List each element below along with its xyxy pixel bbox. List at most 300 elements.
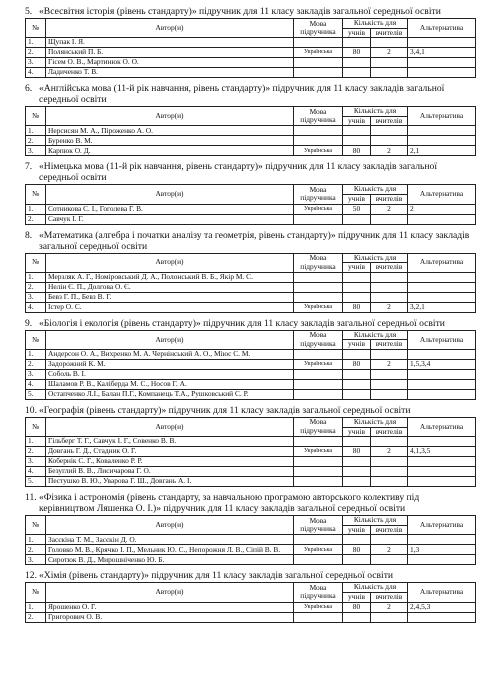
row-number: 2. [26,48,46,58]
header-lang: Мова підручника [294,185,343,204]
row-author: Довгань Г. Д., Стадник О. Г. [46,447,294,457]
row-author: Засєкіна Т. М., Засєкін Д. О. [46,535,294,545]
row-students: 50 [343,204,371,214]
row-lang [294,369,343,379]
header-alt: Альтернатива [408,583,476,602]
row-number: 3. [26,146,46,156]
row-teachers [371,477,408,487]
row-author: Григорович О. В. [46,612,294,622]
header-teachers: вчителів [371,427,408,437]
header-count: Кількість для [343,417,408,427]
row-lang [294,38,343,48]
row-author: Полянський П. Б. [46,48,294,58]
header-count: Кількість для [343,19,408,29]
table-row [26,467,476,477]
row-number: 1. [26,204,46,214]
row-teachers [371,38,408,48]
row-author: Сотникова С. І., Гоголева Г. В. [46,204,294,214]
row-number: 2. [26,136,46,146]
textbook-table [25,184,476,224]
section-number: 6. [25,83,33,95]
row-number: 3. [26,457,46,467]
document [25,6,475,628]
row-teachers [371,272,408,282]
row-alt [408,457,476,467]
header-num: № [26,417,46,436]
header-students: учнів [343,263,371,273]
row-number: 3. [26,292,46,302]
table-row [26,302,476,312]
row-alt [408,136,476,146]
table-row [26,214,476,224]
row-students [343,457,371,467]
header-teachers: вчителів [371,340,408,350]
row-author: Гільберг Т. Г., Савчук І. Г., Совенко В. В. [46,437,294,447]
row-alt [408,379,476,389]
section [25,83,475,156]
row-students [343,136,371,146]
row-author: Істер О. С. [46,302,294,312]
section-title [25,83,475,105]
table-row [26,379,476,389]
row-author: Нерсисян М. А., Піроженко А. О. [46,126,294,136]
textbook-table [25,417,476,487]
header-row [26,417,476,427]
row-lang: Українська [294,359,343,369]
header-count: Кількість для [343,516,408,526]
header-lang: Мова підручника [294,516,343,535]
table-row [26,282,476,292]
header-students: учнів [343,28,371,38]
row-alt [408,214,476,224]
section [25,230,475,313]
header-row [26,253,476,263]
table-row [26,602,476,612]
row-lang [294,58,343,68]
row-alt: 2,1 [408,146,476,156]
header-students: учнів [343,194,371,204]
row-alt: 3,4,1 [408,48,476,58]
row-alt: 2 [408,204,476,214]
row-number: 1. [26,535,46,545]
row-lang: Українська [294,302,343,312]
row-number: 4. [26,467,46,477]
header-teachers: вчителів [371,592,408,602]
row-alt [408,612,476,622]
row-students [343,282,371,292]
row-author: Савчук І. Г. [46,214,294,224]
row-alt [408,437,476,447]
row-number: 2. [26,282,46,292]
row-lang [294,477,343,487]
row-author: Пестушко В. Ю., Уварова Г. Ш., Довгань А. І. [46,477,294,487]
section-title [25,6,475,17]
header-teachers: вчителів [371,263,408,273]
header-alt: Альтернатива [408,107,476,126]
row-lang: Українська [294,602,343,612]
table-row [26,58,476,68]
header-count: Кількість для [343,583,408,593]
header-alt: Альтернатива [408,330,476,349]
header-count: Кількість для [343,253,408,263]
row-teachers [371,369,408,379]
table-row [26,146,476,156]
row-lang [294,126,343,136]
header-alt: Альтернатива [408,185,476,204]
section-title [25,318,475,329]
row-teachers [371,379,408,389]
header-teachers: вчителів [371,28,408,38]
row-teachers: 2 [371,204,408,214]
row-number: 3. [26,555,46,565]
row-students: 80 [343,146,371,156]
row-alt [408,389,476,399]
row-author: Головко М. В., Крячко І. П., Мельник Ю. С., Непорожня Л. В., Сіпій В. В. [46,545,294,555]
row-students: 80 [343,302,371,312]
table-row [26,477,476,487]
row-students [343,389,371,399]
row-number: 5. [26,389,46,399]
row-author: Остапченко Л.І., Балан П.Г., Компанець Т.А., Рушковський С. Р. [46,389,294,399]
row-number: 1. [26,602,46,612]
row-students [343,477,371,487]
section-title-text: «Біологія і екологія (рівень стандарту)» підручник для 11 класу закладів загальної середньої освіти [39,317,445,329]
row-number: 2. [26,545,46,555]
row-author: Нелін Є. П., Долгова О. Є. [46,282,294,292]
section [25,161,475,224]
section [25,405,475,487]
header-row [26,583,476,593]
row-lang [294,457,343,467]
row-students [343,535,371,545]
header-row [26,107,476,117]
row-alt [408,555,476,565]
header-author: Автор(и) [46,185,294,204]
textbook-table [25,582,476,622]
row-students [343,292,371,302]
header-lang: Мова підручника [294,583,343,602]
textbook-table [25,515,476,565]
header-lang: Мова підручника [294,253,343,272]
row-students [343,38,371,48]
row-teachers [371,282,408,292]
row-students: 80 [343,447,371,457]
row-alt [408,477,476,487]
section-title [25,161,475,183]
header-alt: Альтернатива [408,516,476,535]
row-students [343,214,371,224]
header-students: учнів [343,592,371,602]
header-teachers: вчителів [371,194,408,204]
header-author: Автор(и) [46,19,294,38]
row-students [343,555,371,565]
row-alt: 3,2,1 [408,302,476,312]
row-teachers [371,126,408,136]
section-number: 5. [25,6,33,17]
row-teachers [371,68,408,78]
header-num: № [26,516,46,535]
header-num: № [26,330,46,349]
row-number: 4. [26,68,46,78]
header-author: Автор(и) [46,417,294,436]
header-students: учнів [343,340,371,350]
table-row [26,535,476,545]
row-alt: 4,1,3,5 [408,447,476,457]
table-row [26,204,476,214]
row-teachers [371,535,408,545]
row-students [343,272,371,282]
row-teachers [371,612,408,622]
table-row [26,359,476,369]
row-teachers [371,58,408,68]
header-author: Автор(и) [46,330,294,349]
row-number: 2. [26,359,46,369]
row-author: Ярошенко О. Г. [46,602,294,612]
header-row [26,19,476,29]
row-lang [294,612,343,622]
row-teachers: 2 [371,48,408,58]
header-count: Кількість для [343,185,408,195]
section [25,318,475,400]
row-lang [294,214,343,224]
row-students: 80 [343,602,371,612]
table-row [26,38,476,48]
textbook-table [25,330,476,400]
row-alt [408,535,476,545]
section-number: 7. [25,161,33,173]
section [25,6,475,78]
row-teachers: 2 [371,447,408,457]
header-lang: Мова підручника [294,417,343,436]
row-author: Мерзляк А. Г., Номіровський Д. А., Полонський В. Б., Якір М. С. [46,272,294,282]
row-alt [408,349,476,359]
row-author: Буренко В. М. [46,136,294,146]
row-teachers [371,292,408,302]
row-author: Шаламов Р. В., Каліберда М. С., Носов Г. А. [46,379,294,389]
row-number: 3. [26,369,46,379]
header-author: Автор(и) [46,583,294,602]
row-lang [294,555,343,565]
row-lang [294,292,343,302]
row-teachers: 2 [371,302,408,312]
row-number: 4. [26,302,46,312]
row-alt [408,68,476,78]
row-students [343,126,371,136]
row-teachers [371,555,408,565]
row-students: 80 [343,359,371,369]
row-lang [294,389,343,399]
row-number: 1. [26,126,46,136]
row-lang [294,437,343,447]
row-number: 4. [26,379,46,389]
header-count: Кількість для [343,107,408,117]
section-number: 10. [25,404,37,416]
header-author: Автор(и) [46,253,294,272]
row-lang: Українська [294,146,343,156]
table-row [26,126,476,136]
row-lang [294,136,343,146]
table-row [26,612,476,622]
header-lang: Мова підручника [294,330,343,349]
row-number: 1. [26,349,46,359]
row-teachers [371,214,408,224]
row-teachers [371,437,408,447]
table-row [26,68,476,78]
row-author: Безуглий В. В., Лисичарова Г. О. [46,467,294,477]
row-author: Карпюк О. Д. [46,146,294,156]
table-row [26,292,476,302]
row-teachers [371,389,408,399]
row-alt [408,292,476,302]
header-count: Кількість для [343,330,408,340]
row-students [343,612,371,622]
row-author: Задорожний К. М. [46,359,294,369]
table-row [26,349,476,359]
row-author: Андерсон О. А., Вихренко М. А. Чернінський А. О., Міюс С. М. [46,349,294,359]
row-teachers: 2 [371,545,408,555]
row-teachers [371,467,408,477]
textbook-table [25,106,476,156]
header-num: № [26,583,46,602]
row-lang [294,535,343,545]
row-number: 2. [26,612,46,622]
header-num: № [26,253,46,272]
row-teachers [371,457,408,467]
row-lang [294,68,343,78]
row-lang: Українська [294,48,343,58]
row-alt [408,272,476,282]
row-teachers: 2 [371,359,408,369]
row-author: Бевз Г. П., Бевз В. Г. [46,292,294,302]
table-row [26,136,476,146]
row-alt [408,467,476,477]
row-teachers: 2 [371,602,408,612]
header-lang: Мова підручника [294,107,343,126]
row-number: 2. [26,447,46,457]
section-title-text: «Географія (рівень стандарту)» підручник для 11 класу закладів загальної середньої освіти [39,404,411,416]
section-title-text: «Математика (алгебра і початки аналізу та геометрія, рівень стандарту)» підручник для 11 класу закладів загальної середньої освіти [39,229,470,252]
row-lang [294,379,343,389]
row-alt [408,369,476,379]
row-alt: 1,5,3,4 [408,359,476,369]
row-author: Кобернік С. Г., Коваленко Р. Р. [46,457,294,467]
row-students [343,379,371,389]
row-author: Щупак І. Я. [46,38,294,48]
row-lang: Українська [294,545,343,555]
header-row [26,330,476,340]
header-row [26,185,476,195]
table-row [26,369,476,379]
table-row [26,389,476,399]
section-number: 9. [25,317,33,329]
row-number: 1. [26,272,46,282]
textbook-table [25,18,476,78]
section-title-text: «Хімія (рівень стандарту)» підручник для 11 класу закладів загальної середньої освіти [39,570,394,582]
row-lang [294,349,343,359]
row-number: 5. [26,477,46,487]
section-number: 11. [25,492,37,504]
row-students [343,68,371,78]
row-author: Гісем О. В., Мартинюк О. О. [46,58,294,68]
table-row [26,272,476,282]
row-number: 1. [26,38,46,48]
section-title [25,492,475,514]
header-alt: Альтернатива [408,253,476,272]
row-students [343,437,371,447]
row-students [343,467,371,477]
row-students [343,349,371,359]
row-number: 2. [26,214,46,224]
row-lang [294,282,343,292]
table-row [26,447,476,457]
row-alt: 2,4,5,3 [408,602,476,612]
header-students: учнів [343,427,371,437]
section-number: 8. [25,229,33,241]
header-teachers: вчителів [371,525,408,535]
section-title-text: «Фізика і астрономія (рівень стандарту, за навчальною програмою авторського колективу під керівництвом Ляшенка О. І.)» підручник для 11 класу закладів загальної середньої освіти [39,492,420,515]
row-number: 3. [26,58,46,68]
row-number: 1. [26,437,46,447]
row-students: 80 [343,545,371,555]
header-author: Автор(и) [46,516,294,535]
row-students [343,58,371,68]
section-title-text: «Всесвітня історія (рівень стандарту)» підручник для 11 класу закладів загальної середньої освіти [39,6,441,17]
header-num: № [26,19,46,38]
row-students: 80 [343,48,371,58]
row-author: Соболь В. І. [46,369,294,379]
header-teachers: вчителів [371,116,408,126]
header-alt: Альтернатива [408,19,476,38]
section-title [25,230,475,252]
row-teachers: 2 [371,146,408,156]
section-title [25,570,475,581]
row-lang [294,467,343,477]
section-title-text: «Англійська мова (11-й рік навчання, рівень стандарту)» підручник для 11 класу закладів загальної середньої освіти [39,83,445,106]
header-alt: Альтернатива [408,417,476,436]
row-author: Сиротюк В. Д., Мирошніченко Ю. Б. [46,555,294,565]
row-lang [294,272,343,282]
header-row [26,516,476,526]
row-students [343,369,371,379]
row-teachers [371,349,408,359]
row-lang: Українська [294,204,343,214]
row-alt: 1,3 [408,545,476,555]
table-row [26,545,476,555]
section-number: 12. [25,570,37,582]
row-alt [408,282,476,292]
row-lang: Українська [294,447,343,457]
row-author: Ладиченко Т. В. [46,68,294,78]
section-title [25,405,475,416]
table-row [26,437,476,447]
section [25,492,475,565]
row-alt [408,58,476,68]
textbook-table [25,253,476,313]
section-title-text: «Німецька мова (11-й рік навчання, рівень стандарту)» підручник для 11 класу закладів загальної середньої освіти [39,161,438,184]
header-num: № [26,107,46,126]
row-alt [408,126,476,136]
header-students: учнів [343,116,371,126]
header-num: № [26,185,46,204]
header-author: Автор(и) [46,107,294,126]
header-students: учнів [343,525,371,535]
row-alt [408,38,476,48]
header-lang: Мова підручника [294,19,343,38]
row-teachers [371,136,408,146]
section [25,570,475,622]
table-row [26,48,476,58]
table-row [26,457,476,467]
